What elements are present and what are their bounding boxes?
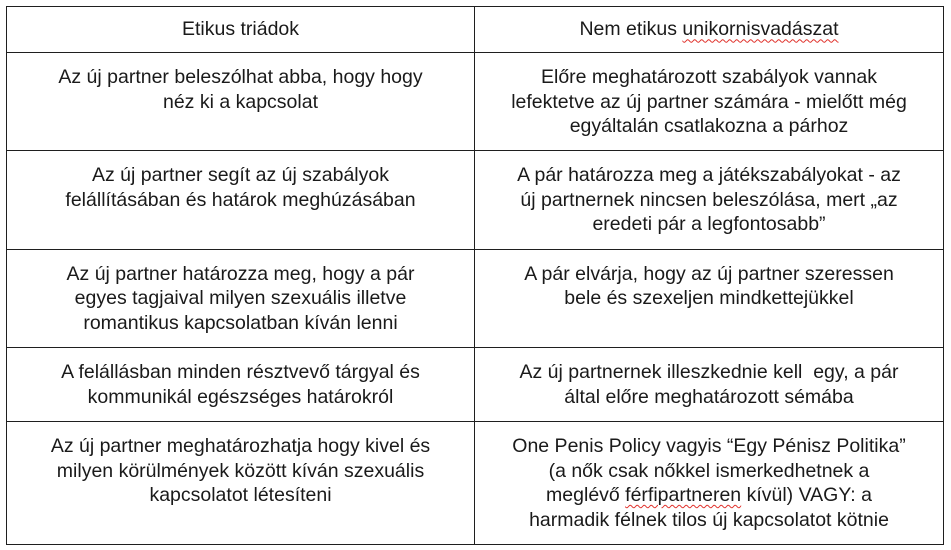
table-row xyxy=(7,53,944,151)
unethical-cell[interactable] xyxy=(475,249,944,347)
cell-text-line: A pár határozza meg a játékszabályokat - az xyxy=(517,164,901,187)
cell-text-line: romantikus kapcsolatban kíván lenni xyxy=(83,311,398,334)
unethical-cell[interactable] xyxy=(475,422,944,545)
unethical-cell[interactable] xyxy=(475,348,944,422)
ethical-cell[interactable] xyxy=(7,53,475,151)
cell-text-line: Az új partner segít az új szabályok xyxy=(92,164,389,187)
header-row xyxy=(7,7,944,53)
cell-text-line xyxy=(481,483,937,508)
table-row xyxy=(7,151,944,249)
header-ethical-triads[interactable]: Etikus triádok xyxy=(7,7,475,53)
comparison-table xyxy=(6,6,944,545)
line-suffix: kívül) VAGY: a xyxy=(741,484,872,507)
cell-text-line: Az új partner beleszólhat abba, hogy hogy xyxy=(58,66,423,88)
cell-text-line: A felállásban minden résztvevő tárgyal és xyxy=(61,361,420,384)
table-row xyxy=(7,249,944,347)
cell-text-line: One Penis Policy vagyis “Egy Pénisz Politika” xyxy=(512,435,906,458)
cell-text-line: új partnernek nincsen beleszólása, mert „az xyxy=(520,188,898,211)
header-unethical-prefix: Nem etikus xyxy=(579,18,683,41)
cell-text-line: bele és szexeljen mindkettejükkel xyxy=(564,287,854,310)
cell-text-line: harmadik félnek tilos új kapcsolatot kötnie xyxy=(529,508,889,531)
unethical-cell[interactable] xyxy=(475,53,944,151)
cell-text-line: Az új partner meghatározhatja hogy kivel és xyxy=(50,435,431,458)
cell-text-line: Az új partner határozza meg, hogy a pár xyxy=(66,262,415,285)
cell-text-line: által előre meghatározott sémába xyxy=(564,385,854,408)
cell-text-line: A pár elvárja, hogy az új partner szeressen xyxy=(524,262,894,285)
cell-text-line: kommunikál egészséges határokról xyxy=(87,385,394,408)
ethical-cell[interactable] xyxy=(7,422,475,545)
cell-text-line: néz ki a kapcsolat xyxy=(162,90,318,113)
cell-text-line: Előre meghatározott szabályok vannak xyxy=(540,66,878,88)
table-row xyxy=(7,422,944,545)
cell-text-line: (a nők csak nőkkel ismerkedhetnek a xyxy=(548,459,870,482)
cell-text-line: lefektetve az új partner számára - mielőtt még xyxy=(511,90,907,113)
table-row xyxy=(7,348,944,422)
unethical-cell[interactable] xyxy=(475,151,944,249)
cell-text-line: milyen körülmények között kíván szexuális xyxy=(56,459,425,482)
spellcheck-flagged-word[interactable]: unikornisvadászat xyxy=(682,18,839,41)
cell-text-line: egyáltalán csatlakozna a párhoz xyxy=(569,115,849,137)
cell-text-line: Az új partnernek illeszkednie kell egy, a pár xyxy=(519,361,899,384)
spellcheck-flagged-word[interactable]: férfipartneren xyxy=(625,484,742,507)
cell-text-line: felállításában és határok meghúzásában xyxy=(65,188,416,211)
line-prefix: meglévő xyxy=(546,484,626,507)
header-unethical-unicorn-hunting[interactable] xyxy=(475,7,944,53)
ethical-cell[interactable] xyxy=(7,348,475,422)
cell-text-line: egyes tagjaival milyen szexuális illetve xyxy=(74,287,407,310)
cell-text-line: eredeti pár a legfontosabb” xyxy=(592,213,826,236)
ethical-cell[interactable] xyxy=(7,249,475,347)
ethical-cell[interactable] xyxy=(7,151,475,249)
cell-text-line: kapcsolatot létesíteni xyxy=(149,484,332,507)
